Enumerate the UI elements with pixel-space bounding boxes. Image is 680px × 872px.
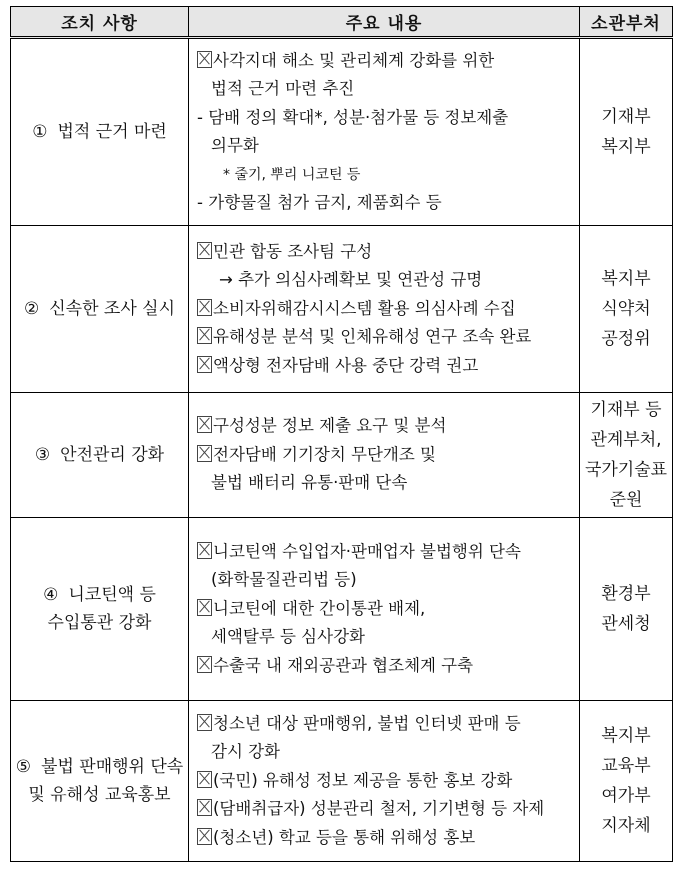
row-number: ④ bbox=[43, 585, 59, 605]
content-line bbox=[197, 75, 575, 104]
table-row bbox=[11, 393, 673, 518]
dept-cell bbox=[580, 701, 673, 862]
action-cell bbox=[11, 38, 189, 226]
checkbox-icon bbox=[197, 242, 212, 259]
dept-cell bbox=[580, 393, 673, 518]
content-line bbox=[197, 238, 575, 267]
action-line bbox=[11, 441, 188, 469]
action-text: 안전관리 강화 bbox=[60, 445, 165, 465]
content-text: 소비자위해감시시스템 활용 의심사례 수집 bbox=[213, 298, 516, 318]
row-number: ⑤ bbox=[15, 757, 32, 777]
content-text: (청소년) 학교 등을 통해 위해성 홍보 bbox=[213, 827, 476, 847]
checkbox-icon bbox=[197, 656, 212, 673]
content-line bbox=[197, 566, 575, 595]
content-text: 니코틴에 대한 간이통관 배제, bbox=[213, 598, 426, 618]
action-text: 신속한 조사 실시 bbox=[49, 299, 175, 319]
content-line bbox=[197, 824, 575, 853]
dept-cell bbox=[580, 38, 673, 226]
action-line bbox=[11, 581, 188, 609]
content-cell bbox=[189, 518, 580, 701]
content-line bbox=[197, 189, 575, 218]
dept-name: 지자체 bbox=[601, 816, 651, 836]
measures-table bbox=[10, 6, 673, 862]
content-text: (국민) 유해성 정보 제공을 통한 홍보 강화 bbox=[213, 770, 513, 790]
dept-name: 복지부 bbox=[601, 137, 651, 157]
content-text: 수출국 내 재외공관과 협조체계 구축 bbox=[213, 655, 474, 675]
content-line bbox=[197, 767, 575, 796]
checkbox-icon bbox=[197, 599, 212, 616]
content-text: 의무화 bbox=[211, 136, 259, 155]
content-text: - 가향물질 첨가 금지, 제품회수 등 bbox=[197, 193, 442, 212]
action-line bbox=[11, 781, 188, 809]
content-line bbox=[197, 538, 575, 567]
dept-name: 준원 bbox=[609, 490, 643, 510]
checkbox-icon bbox=[197, 416, 212, 433]
table-row bbox=[11, 226, 673, 393]
checkbox-icon bbox=[197, 299, 212, 316]
checkbox-icon bbox=[197, 714, 212, 731]
content-text: (화학물질관리법 등) bbox=[211, 570, 357, 590]
header-dept: 소관부처 bbox=[580, 7, 673, 38]
action-cell bbox=[11, 701, 189, 862]
action-text: 법적 근거 마련 bbox=[57, 122, 167, 142]
content-line bbox=[197, 266, 575, 295]
content-cell bbox=[189, 38, 580, 226]
content-text: 청소년 대상 판매행위, 불법 인터넷 판매 등 bbox=[213, 713, 521, 733]
action-line bbox=[11, 295, 188, 323]
action-text: 니코틴액 등 bbox=[68, 585, 156, 605]
content-text: 세액탈루 등 심사강화 bbox=[211, 627, 365, 647]
content-line bbox=[197, 441, 575, 470]
checkbox-icon bbox=[197, 542, 212, 559]
dept-name: 복지부 bbox=[601, 726, 651, 746]
dept-name: 관계부처, bbox=[590, 430, 662, 450]
row-number: ① bbox=[32, 122, 48, 142]
dept-name: 환경부 bbox=[601, 584, 651, 604]
content-text: 법적 근거 마련 추진 bbox=[211, 79, 355, 98]
content-line bbox=[197, 652, 575, 681]
table-row bbox=[11, 38, 673, 226]
content-text: 불법 배터리 유통·판매 단속 bbox=[211, 473, 408, 493]
content-text: 전자담배 기기장치 무단개조 및 bbox=[213, 444, 436, 464]
content-line bbox=[197, 132, 575, 161]
action-cell bbox=[11, 226, 189, 393]
content-line bbox=[197, 738, 575, 767]
content-line bbox=[197, 104, 575, 133]
content-line bbox=[197, 469, 575, 498]
row-number: ② bbox=[23, 299, 40, 319]
header-action: 조치 사항 bbox=[11, 7, 189, 38]
content-cell bbox=[189, 701, 580, 862]
dept-name: 기재부 bbox=[601, 107, 651, 127]
table-row bbox=[11, 518, 673, 701]
content-text: 액상형 전자담배 사용 중단 강력 권고 bbox=[213, 355, 479, 375]
content-line bbox=[197, 412, 575, 441]
content-text: → 추가 의심사례확보 및 연관성 규명 bbox=[219, 270, 483, 290]
dept-cell bbox=[580, 226, 673, 393]
content-text: (담배취급자) 성분관리 철저, 기기변형 등 자제 bbox=[213, 799, 545, 819]
content-line bbox=[197, 295, 575, 324]
content-text: - 담배 정의 확대*, 성분·첨가물 등 정보제출 bbox=[197, 107, 509, 127]
action-cell bbox=[11, 393, 189, 518]
content-line bbox=[197, 595, 575, 624]
action-text: 및 유해성 교육홍보 bbox=[28, 785, 171, 805]
checkbox-icon bbox=[197, 51, 212, 68]
content-text: 민관 합동 조사팀 구성 bbox=[213, 241, 373, 261]
content-text: 사각지대 해소 및 관리체계 강화를 위한 bbox=[213, 50, 495, 70]
content-line bbox=[197, 47, 575, 76]
content-text: 유해성분 분석 및 인체유해성 연구 조속 완료 bbox=[213, 327, 532, 347]
content-cell bbox=[189, 393, 580, 518]
table-row bbox=[11, 701, 673, 862]
content-line bbox=[197, 352, 575, 381]
header-content: 주요 내용 bbox=[189, 7, 580, 38]
content-line bbox=[197, 710, 575, 739]
dept-name: 공정위 bbox=[601, 329, 651, 349]
dept-name: 식약처 bbox=[601, 299, 651, 319]
content-line bbox=[197, 323, 575, 352]
content-text: 구성성분 정보 제출 요구 및 분석 bbox=[213, 416, 447, 436]
content-text: 감시 강화 bbox=[211, 742, 281, 762]
dept-name: 교육부 bbox=[601, 756, 651, 776]
action-cell bbox=[11, 518, 189, 701]
dept-name: 관세청 bbox=[601, 614, 651, 634]
dept-name: 기재부 등 bbox=[590, 400, 662, 420]
content-line bbox=[197, 795, 575, 824]
dept-name: 복지부 bbox=[601, 269, 651, 289]
checkbox-icon bbox=[197, 356, 212, 373]
content-line bbox=[197, 623, 575, 652]
action-line bbox=[11, 118, 188, 146]
content-text: * 줄기, 뿌리 니코틴 등 bbox=[223, 166, 361, 183]
action-line bbox=[11, 753, 188, 781]
checkbox-icon bbox=[197, 771, 212, 788]
dept-name: 국가기술표 bbox=[584, 460, 668, 480]
action-text: 불법 판매행위 단속 bbox=[41, 757, 184, 777]
dept-cell bbox=[580, 518, 673, 701]
content-line bbox=[197, 161, 575, 190]
header-row bbox=[11, 7, 673, 38]
content-cell bbox=[189, 226, 580, 393]
checkbox-icon bbox=[197, 799, 212, 816]
action-text: 수입통관 강화 bbox=[47, 613, 152, 633]
checkbox-icon bbox=[197, 828, 212, 845]
row-number: ③ bbox=[34, 445, 51, 465]
content-text: 니코틴액 수입업자·판매업자 불법행위 단속 bbox=[213, 541, 521, 561]
dept-name: 여가부 bbox=[601, 786, 651, 806]
checkbox-icon bbox=[197, 445, 212, 462]
checkbox-icon bbox=[197, 327, 212, 344]
action-line bbox=[11, 609, 188, 637]
